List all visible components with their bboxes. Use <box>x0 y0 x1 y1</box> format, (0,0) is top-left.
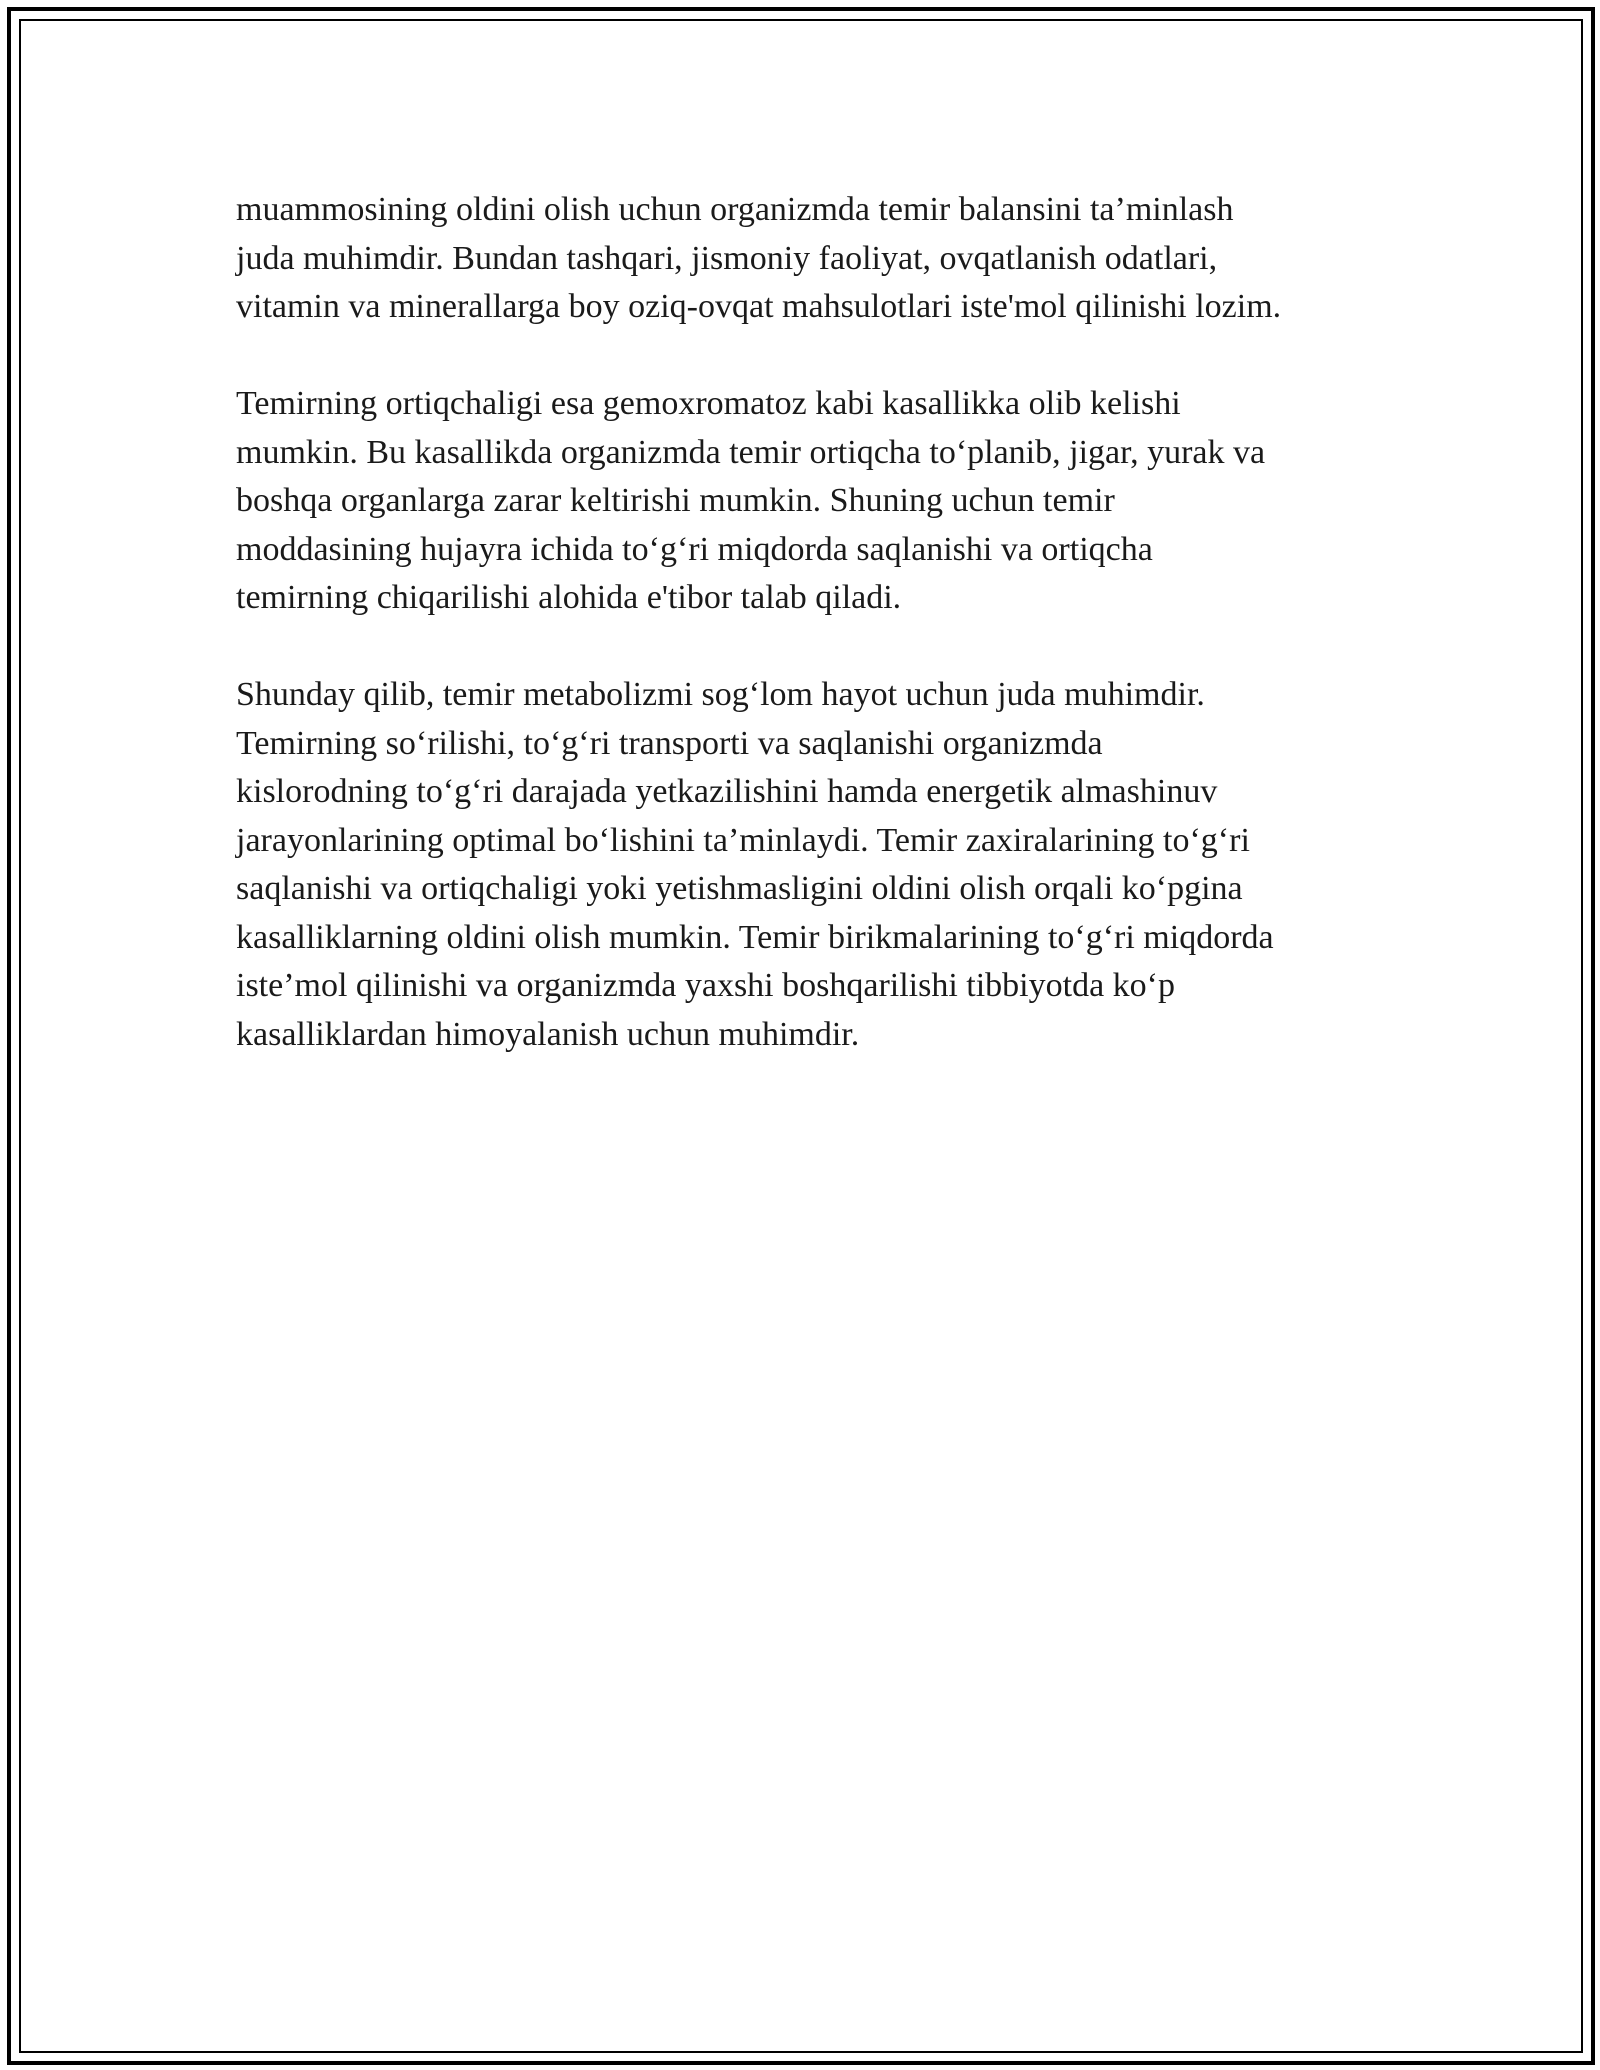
text-line: vitamin va minerallarga boy oziq-ovqat mahsulotlari iste'mol qilinishi lozim. <box>236 288 1282 325</box>
text-line: juda muhimdir. Bundan tashqari, jismoniy faoliyat, ovqatlanish odatlari, <box>236 239 1218 277</box>
paragraph-conclusion <box>236 671 1396 1059</box>
text-line: muammosining oldini olish uchun organizmda temir balansini ta’minlash <box>236 191 1234 228</box>
text-line: kasalliklarning oldini olish mumkin. Temir birikmalarining to‘g‘ri miqdorda <box>236 918 1274 956</box>
text-line: Temirning ortiqchaligi esa gemoxromatoz kabi kasallikka olib kelishi <box>236 385 1181 422</box>
text-line: Temirning so‘rilishi, to‘g‘ri transporti va saqlanishi organizmda <box>236 724 1103 762</box>
text-line: kasalliklardan himoyalanish uchun muhimdir. <box>236 1015 860 1053</box>
text-line: Shunday qilib, temir metabolizmi sog‘lom hayot uchun juda muhimdir. <box>236 676 1205 713</box>
document-body <box>236 186 1396 1108</box>
text-line: moddasining hujayra ichida to‘g‘ri miqdorda saqlanishi va ortiqcha <box>236 530 1153 568</box>
text-line: jarayonlarining optimal bo‘lishini ta’minlaydi. Temir zaxiralarining to‘g‘ri <box>236 821 1250 859</box>
text-line: saqlanishi va ortiqchaligi yoki yetishmasligini oldini olish orqali ko‘pgina <box>236 870 1243 907</box>
text-line: kislorodning to‘g‘ri darajada yetkazilishini hamda energetik almashinuv <box>236 773 1218 810</box>
text-line: iste’mol qilinishi va organizmda yaxshi boshqarilishi tibbiyotda ko‘p <box>236 967 1175 1004</box>
text-line: boshqa organlarga zarar keltirishi mumkin. Shuning uchun temir <box>236 482 1115 519</box>
text-line: mumkin. Bu kasallikda organizmda temir ortiqcha to‘planib, jigar, yurak va <box>236 433 1266 471</box>
paragraph-iron-balance <box>236 186 1396 332</box>
paragraph-iron-overload <box>236 380 1396 623</box>
text-line: temirning chiqarilishi alohida e'tibor talab qiladi. <box>236 579 902 616</box>
